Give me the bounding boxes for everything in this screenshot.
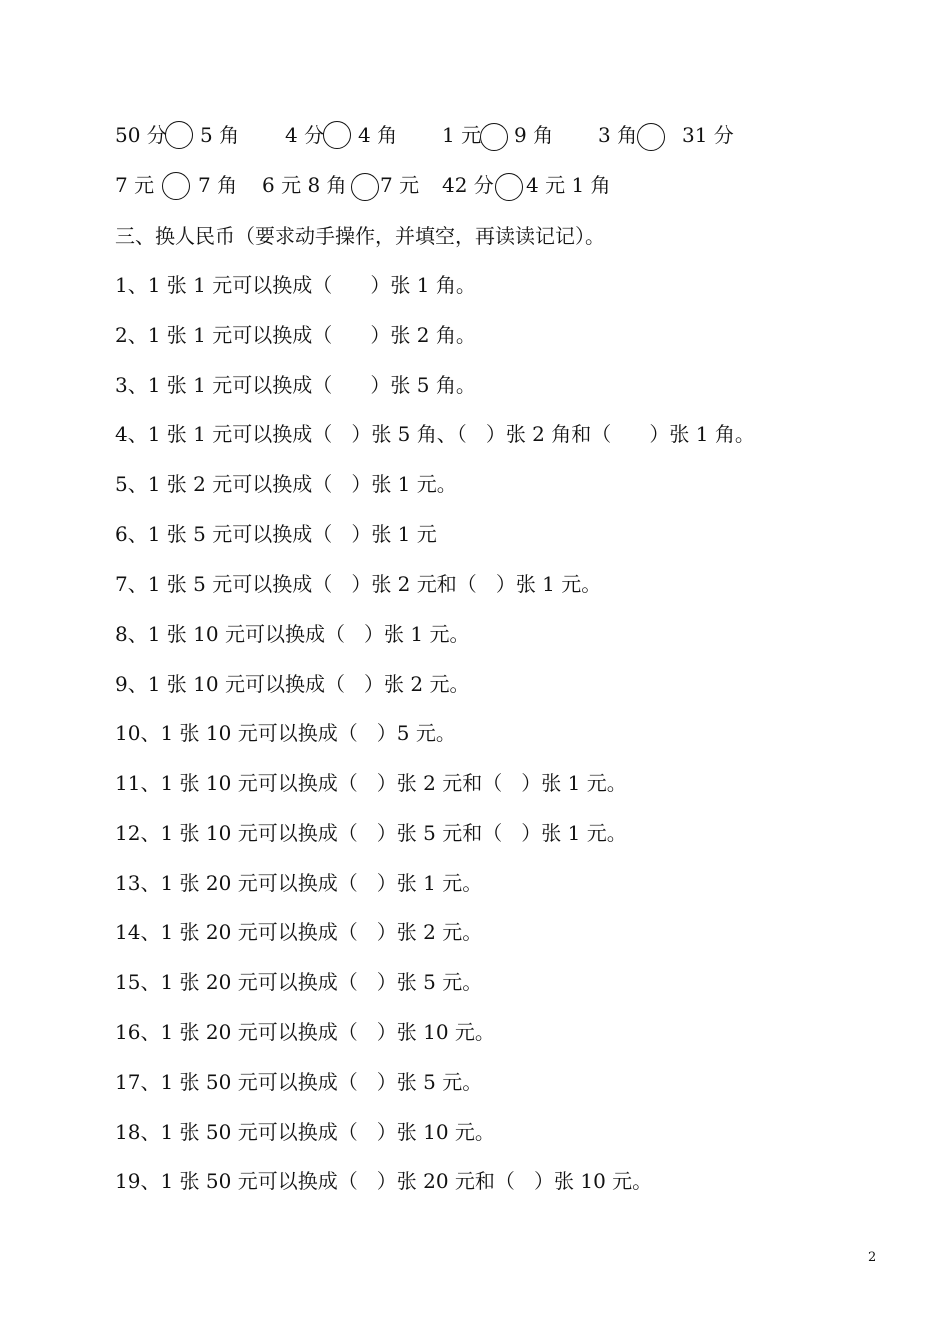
- exercise-item: 3、1 张 1 元可以换成（ ）张 5 角。: [115, 373, 476, 397]
- exercise-item: 9、1 张 10 元可以换成（ ）张 2 元。: [115, 672, 470, 696]
- exercise-item: 7、1 张 5 元可以换成（ ）张 2 元和（ ）张 1 元。: [115, 572, 602, 596]
- compare-left: 6 元 8 角: [262, 173, 347, 197]
- compare-right: 7 元: [380, 173, 420, 197]
- exercise-item: 11、1 张 10 元可以换成（ ）张 2 元和（ ）张 1 元。: [115, 771, 627, 795]
- compare-right: 7 角: [198, 173, 238, 197]
- exercise-item: 10、1 张 10 元可以换成（ ）5 元。: [115, 721, 456, 745]
- compare-row-1: [0, 117, 950, 153]
- compare-right: 5 角: [200, 123, 240, 147]
- compare-circle-blank[interactable]: [637, 123, 665, 151]
- exercise-item: 13、1 张 20 元可以换成（ ）张 1 元。: [115, 871, 483, 895]
- compare-circle-blank[interactable]: [165, 121, 193, 149]
- exercise-item: 8、1 张 10 元可以换成（ ）张 1 元。: [115, 622, 470, 646]
- section-title: 三、换人民币（要求动手操作，并填空，再读读记记）。: [115, 224, 605, 248]
- exercise-item: 17、1 张 50 元可以换成（ ）张 5 元。: [115, 1070, 483, 1094]
- page-number: 2: [868, 1250, 877, 1265]
- exercise-item: 14、1 张 20 元可以换成（ ）张 2 元。: [115, 920, 483, 944]
- exercise-item: 15、1 张 20 元可以换成（ ）张 5 元。: [115, 970, 483, 994]
- compare-left: 7 元: [115, 173, 155, 197]
- exercise-item: 1、1 张 1 元可以换成（ ）张 1 角。: [115, 273, 476, 297]
- compare-row-2: [0, 167, 950, 203]
- compare-right: 9 角: [514, 123, 554, 147]
- compare-circle-blank[interactable]: [351, 173, 379, 201]
- exercise-item: 6、1 张 5 元可以换成（ ）张 1 元: [115, 522, 437, 546]
- exercise-item: 5、1 张 2 元可以换成（ ）张 1 元。: [115, 472, 457, 496]
- compare-right: 4 元 1 角: [526, 173, 611, 197]
- exercise-item: 18、1 张 50 元可以换成（ ）张 10 元。: [115, 1120, 495, 1144]
- compare-right: 31 分: [682, 123, 734, 147]
- compare-left: 42 分: [442, 173, 494, 197]
- exercise-item: 19、1 张 50 元可以换成（ ）张 20 元和（ ）张 10 元。: [115, 1169, 653, 1193]
- compare-right: 4 角: [358, 123, 398, 147]
- compare-left: 50 分: [115, 123, 167, 147]
- compare-circle-blank[interactable]: [495, 173, 523, 201]
- exercise-item: 4、1 张 1 元可以换成（ ）张 5 角、（ ）张 2 角和（ ）张 1 角。: [115, 422, 755, 446]
- compare-circle-blank[interactable]: [162, 172, 190, 200]
- compare-left: 3 角: [598, 123, 638, 147]
- compare-left: 1 元: [442, 123, 482, 147]
- exercise-item: 12、1 张 10 元可以换成（ ）张 5 元和（ ）张 1 元。: [115, 821, 627, 845]
- compare-circle-blank[interactable]: [480, 123, 508, 151]
- compare-circle-blank[interactable]: [323, 121, 351, 149]
- exercise-item: 2、1 张 1 元可以换成（ ）张 2 角。: [115, 323, 476, 347]
- compare-left: 4 分: [285, 123, 325, 147]
- exercise-item: 16、1 张 20 元可以换成（ ）张 10 元。: [115, 1020, 495, 1044]
